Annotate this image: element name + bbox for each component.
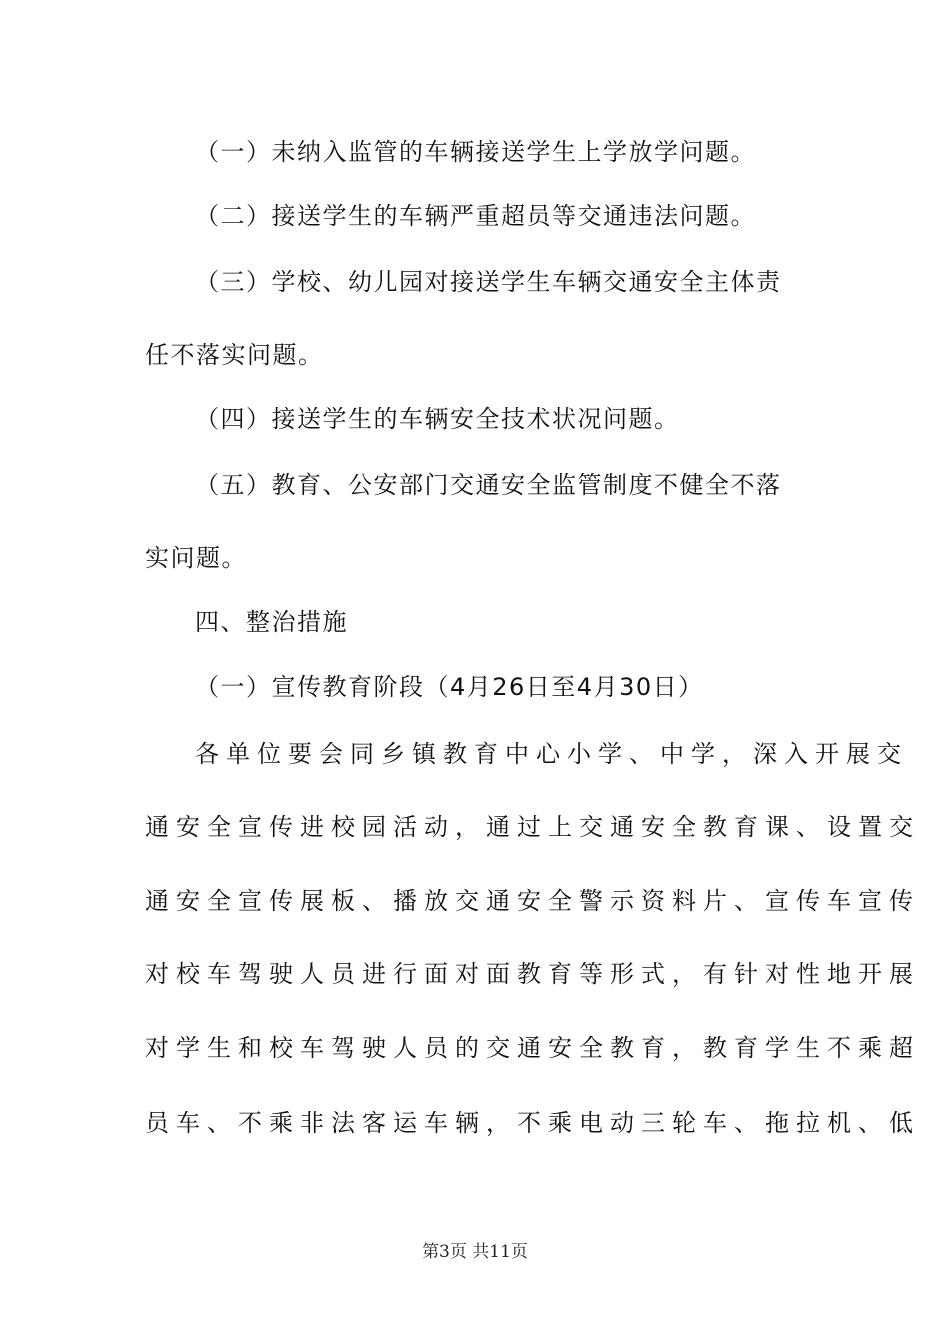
paragraph-line: （二）接送学生的车辆严重超员等交通违法问题。	[195, 202, 756, 230]
paragraph-line: （四）接送学生的车辆安全技术状况问题。	[195, 405, 680, 433]
paragraph-line: 对校车驾驶人员进行面对面教育等形式，有针对性地开展	[145, 960, 920, 988]
paragraph-line: （三）学校、幼儿园对接送学生车辆交通安全主体责	[195, 268, 782, 296]
subsection-heading: （一）宣传教育阶段（4月26日至4月30日）	[195, 673, 704, 701]
paragraph-line: 实问题。	[145, 544, 247, 572]
paragraph-line: （一）未纳入监管的车辆接送学生上学放学问题。	[195, 138, 756, 166]
paragraph-line: 对学生和校车驾驶人员的交通安全教育，教育学生不乘超	[145, 1034, 920, 1062]
paragraph-line: （五）教育、公安部门交通安全监管制度不健全不落	[195, 471, 782, 499]
paragraph-line: 任不落实问题。	[145, 341, 324, 369]
paragraph-line: 通安全宣传展板、播放交通安全警示资料片、宣传车宣传	[145, 887, 920, 915]
section-heading: 四、整治措施	[195, 608, 348, 636]
paragraph-line: 各单位要会同乡镇教育中心小学、中学，深入开展交	[195, 740, 908, 768]
paragraph-line: 员车、不乘非法客运车辆，不乘电动三轮车、拖拉机、低	[145, 1109, 920, 1137]
page-number-footer: 第3页 共11页	[422, 1242, 528, 1262]
paragraph-line: 通安全宣传进校园活动，通过上交通安全教育课、设置交	[145, 813, 920, 841]
